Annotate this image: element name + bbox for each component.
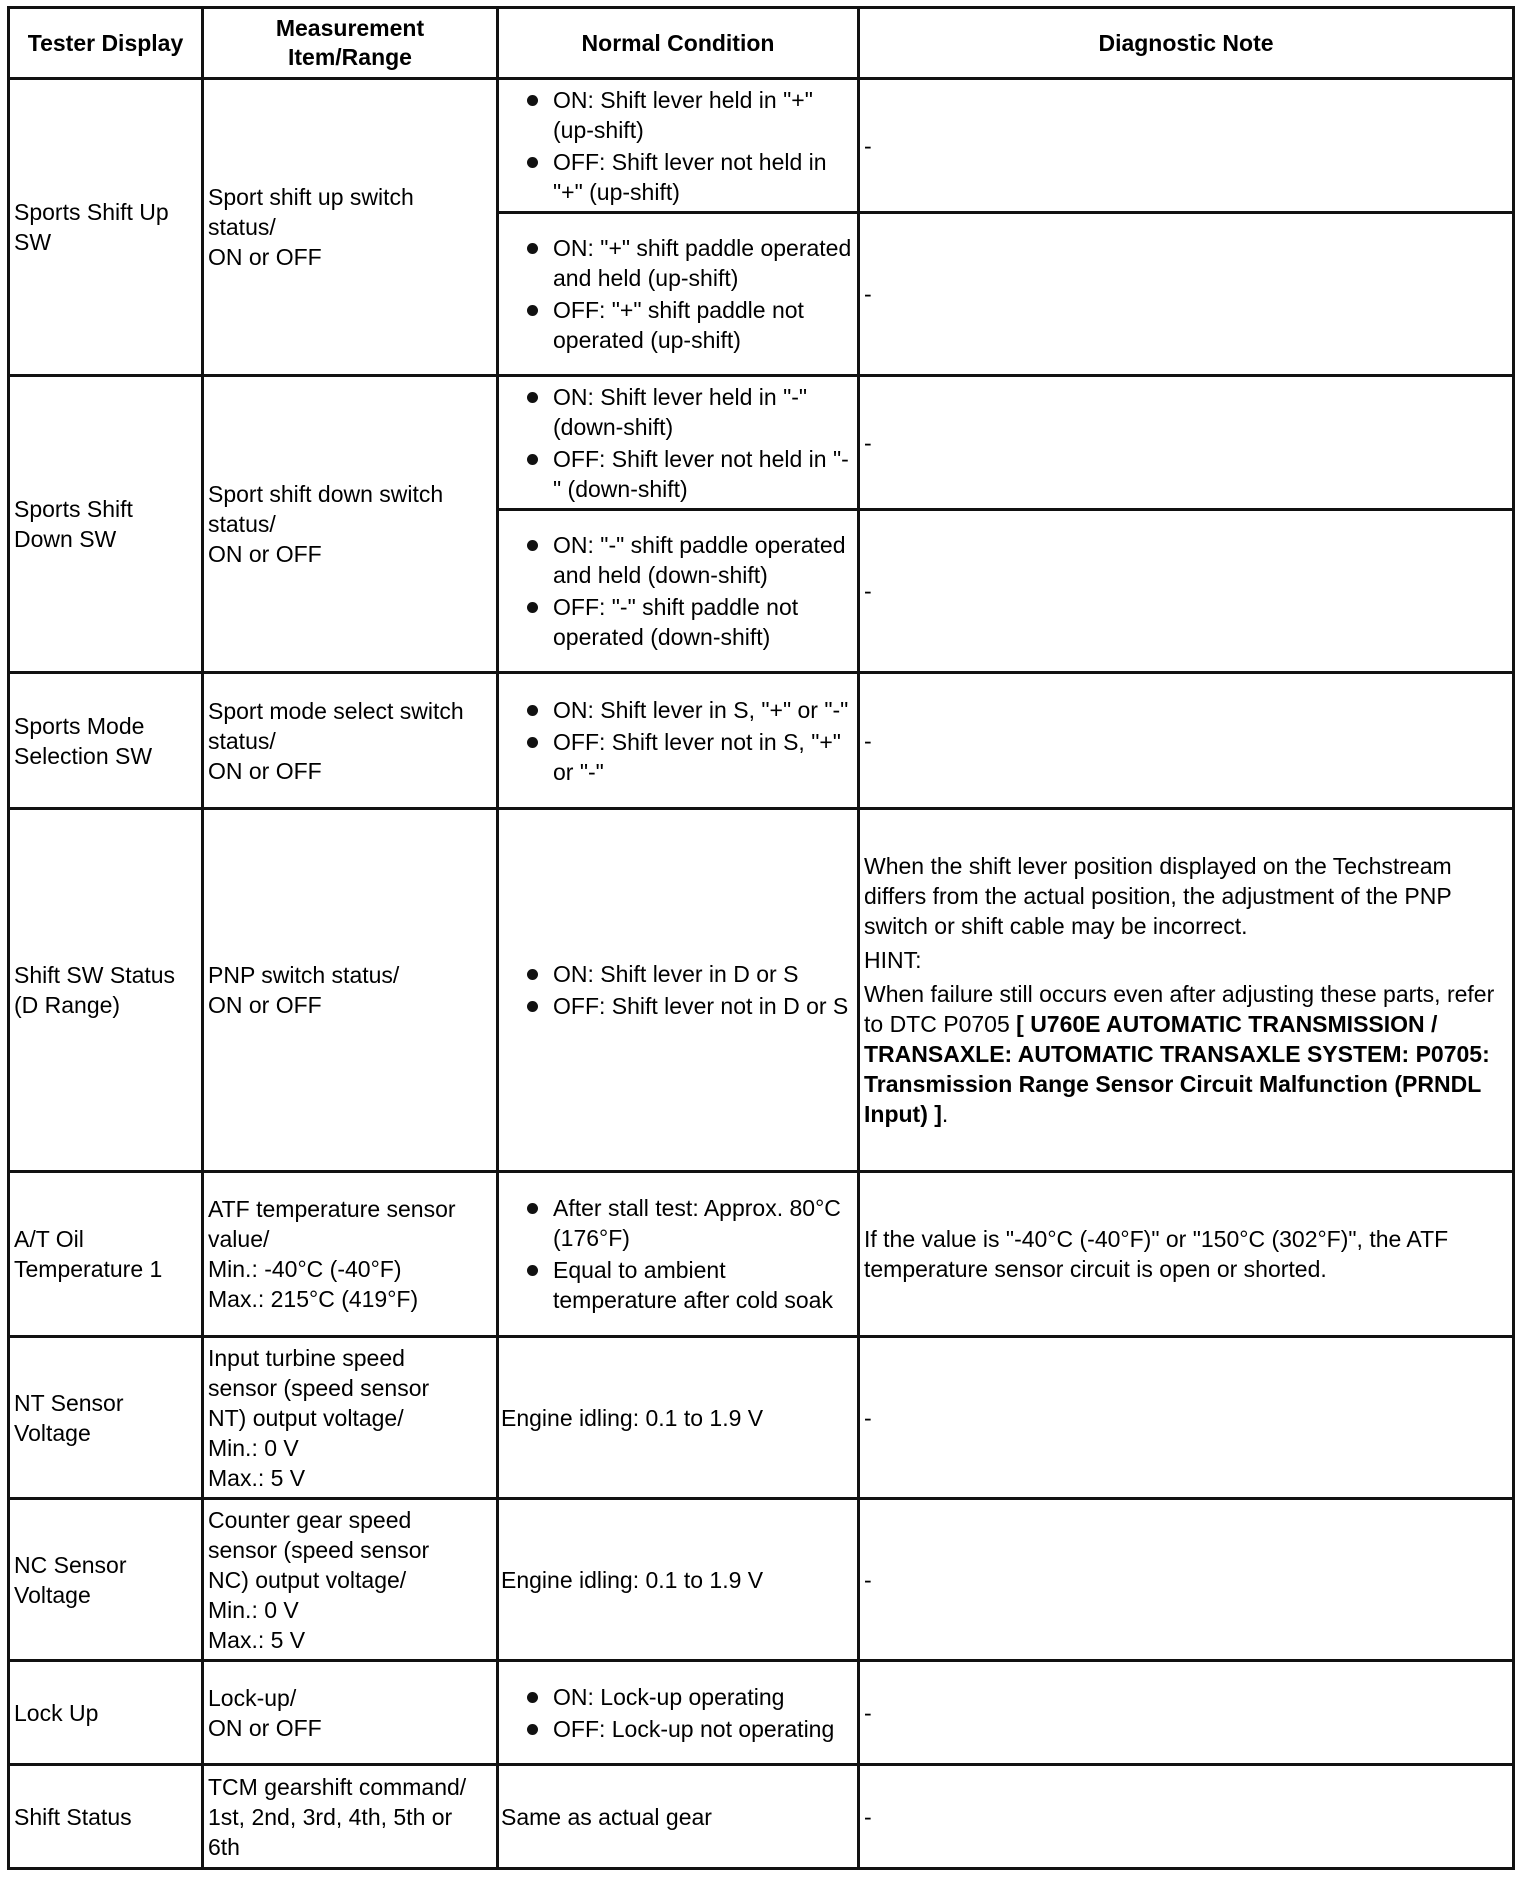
note-cell: - bbox=[859, 376, 1514, 510]
note-cell: - bbox=[859, 1765, 1514, 1869]
table-row bbox=[9, 1337, 1514, 1499]
bullet-item: OFF: Shift lever not in D or S bbox=[501, 991, 853, 1021]
bullet-item: OFF: "+" shift paddle not operated (up-shift) bbox=[501, 295, 853, 355]
condition-cell: Same as actual gear bbox=[498, 1765, 859, 1869]
table-row bbox=[9, 1172, 1514, 1337]
measurement-cell: Counter gear speed sensor (speed sensor NC) output voltage/ Min.: 0 V Max.: 5 V bbox=[203, 1499, 498, 1661]
measurement-cell: Sport shift down switch status/ ON or OFF bbox=[203, 376, 498, 673]
condition-cell: Engine idling: 0.1 to 1.9 V bbox=[498, 1499, 859, 1661]
condition-cell bbox=[498, 79, 859, 213]
note-cell: - bbox=[859, 79, 1514, 213]
condition-cell: Engine idling: 0.1 to 1.9 V bbox=[498, 1337, 859, 1499]
header-tester-display: Tester Display bbox=[9, 8, 203, 79]
tester-cell: A/T Oil Temperature 1 bbox=[9, 1172, 203, 1337]
condition-cell bbox=[498, 673, 859, 809]
bullet-item: ON: Shift lever held in "-" (down-shift) bbox=[501, 382, 853, 442]
condition-cell bbox=[498, 1172, 859, 1337]
bullet-item: OFF: Shift lever not held in "-" (down-shift) bbox=[501, 444, 853, 504]
tester-cell: Shift SW Status (D Range) bbox=[9, 809, 203, 1172]
note-cell: - bbox=[859, 1661, 1514, 1765]
tester-cell: NC Sensor Voltage bbox=[9, 1499, 203, 1661]
note-paragraph: When failure still occurs even after adjusting these parts, refer to DTC P0705 [ U760E AUTOMATIC TRANSMISSION / TRANSAXLE: AUTOMATIC TRANSAXLE SYSTEM: P0705: Transmission Range Sensor Circuit Malfunction (PRNDL Input) ]. bbox=[864, 981, 1495, 1127]
bullet-item: ON: Lock-up operating bbox=[501, 1682, 853, 1712]
bullet-item: Equal to ambient temperature after cold soak bbox=[501, 1255, 853, 1315]
measurement-cell: Lock-up/ ON or OFF bbox=[203, 1661, 498, 1765]
measurement-cell: Sport mode select switch status/ ON or OFF bbox=[203, 673, 498, 809]
bullet-item: OFF: Shift lever not in S, "+" or "-" bbox=[501, 727, 853, 787]
bullet-item: ON: "+" shift paddle operated and held (up-shift) bbox=[501, 233, 853, 293]
tester-cell: Lock Up bbox=[9, 1661, 203, 1765]
table-row bbox=[9, 1765, 1514, 1869]
bullet-item: OFF: Shift lever not held in "+" (up-shift) bbox=[501, 147, 853, 207]
note-cell: If the value is "-40°C (-40°F)" or "150°C (302°F)", the ATF temperature sensor circuit is open or shorted. bbox=[859, 1172, 1514, 1337]
condition-cell bbox=[498, 376, 859, 510]
table-row bbox=[9, 809, 1514, 1172]
bullet-item: ON: Shift lever in D or S bbox=[501, 959, 853, 989]
table-row bbox=[9, 79, 1514, 213]
tester-cell: Sports Shift Down SW bbox=[9, 376, 203, 673]
note-cell: - bbox=[859, 1499, 1514, 1661]
bullet-item: After stall test: Approx. 80°C (176°F) bbox=[501, 1193, 853, 1253]
table-row bbox=[9, 1499, 1514, 1661]
header-measurement: Measurement Item/Range bbox=[203, 8, 498, 79]
bullet-item: ON: "-" shift paddle operated and held (down-shift) bbox=[501, 530, 853, 590]
table-row bbox=[9, 1661, 1514, 1765]
measurement-cell: Input turbine speed sensor (speed sensor NT) output voltage/ Min.: 0 V Max.: 5 V bbox=[203, 1337, 498, 1499]
tester-cell: NT Sensor Voltage bbox=[9, 1337, 203, 1499]
tester-cell: Sports Mode Selection SW bbox=[9, 673, 203, 809]
table-row bbox=[9, 376, 1514, 510]
measurement-cell: Sport shift up switch status/ ON or OFF bbox=[203, 79, 498, 376]
note-cell: - bbox=[859, 1337, 1514, 1499]
header-row bbox=[9, 8, 1514, 79]
measurement-cell: TCM gearshift command/ 1st, 2nd, 3rd, 4th, 5th or 6th bbox=[203, 1765, 498, 1869]
table-row bbox=[9, 673, 1514, 809]
condition-cell bbox=[498, 1661, 859, 1765]
note-paragraph: When the shift lever position displayed on the Techstream differs from the actual position, the adjustment of the PNP switch or shift cable may be incorrect. bbox=[864, 853, 1452, 939]
header-normal-condition: Normal Condition bbox=[498, 8, 859, 79]
bullet-item: OFF: Lock-up not operating bbox=[501, 1714, 853, 1744]
condition-cell bbox=[498, 809, 859, 1172]
dtc-reference-link[interactable]: [ U760E AUTOMATIC TRANSMISSION / TRANSAXLE: AUTOMATIC TRANSAXLE SYSTEM: P0705: Transmission Range Sensor Circuit Malfunction (PRNDL Input) ] bbox=[864, 1011, 1490, 1127]
note-cell: - bbox=[859, 213, 1514, 376]
note-cell: - bbox=[859, 673, 1514, 809]
bullet-item: ON: Shift lever held in "+" (up-shift) bbox=[501, 85, 853, 145]
bullet-item: OFF: "-" shift paddle not operated (down-shift) bbox=[501, 592, 853, 652]
header-diagnostic-note: Diagnostic Note bbox=[859, 8, 1514, 79]
note-cell: - bbox=[859, 510, 1514, 673]
tester-cell: Shift Status bbox=[9, 1765, 203, 1869]
condition-cell bbox=[498, 213, 859, 376]
condition-cell bbox=[498, 510, 859, 673]
bullet-item: ON: Shift lever in S, "+" or "-" bbox=[501, 695, 853, 725]
measurement-cell: ATF temperature sensor value/ Min.: -40°C (-40°F) Max.: 215°C (419°F) bbox=[203, 1172, 498, 1337]
data-list-table bbox=[7, 6, 1515, 1870]
note-cell bbox=[859, 809, 1514, 1172]
hint-label: HINT: bbox=[864, 947, 922, 973]
tester-cell: Sports Shift Up SW bbox=[9, 79, 203, 376]
measurement-cell: PNP switch status/ ON or OFF bbox=[203, 809, 498, 1172]
